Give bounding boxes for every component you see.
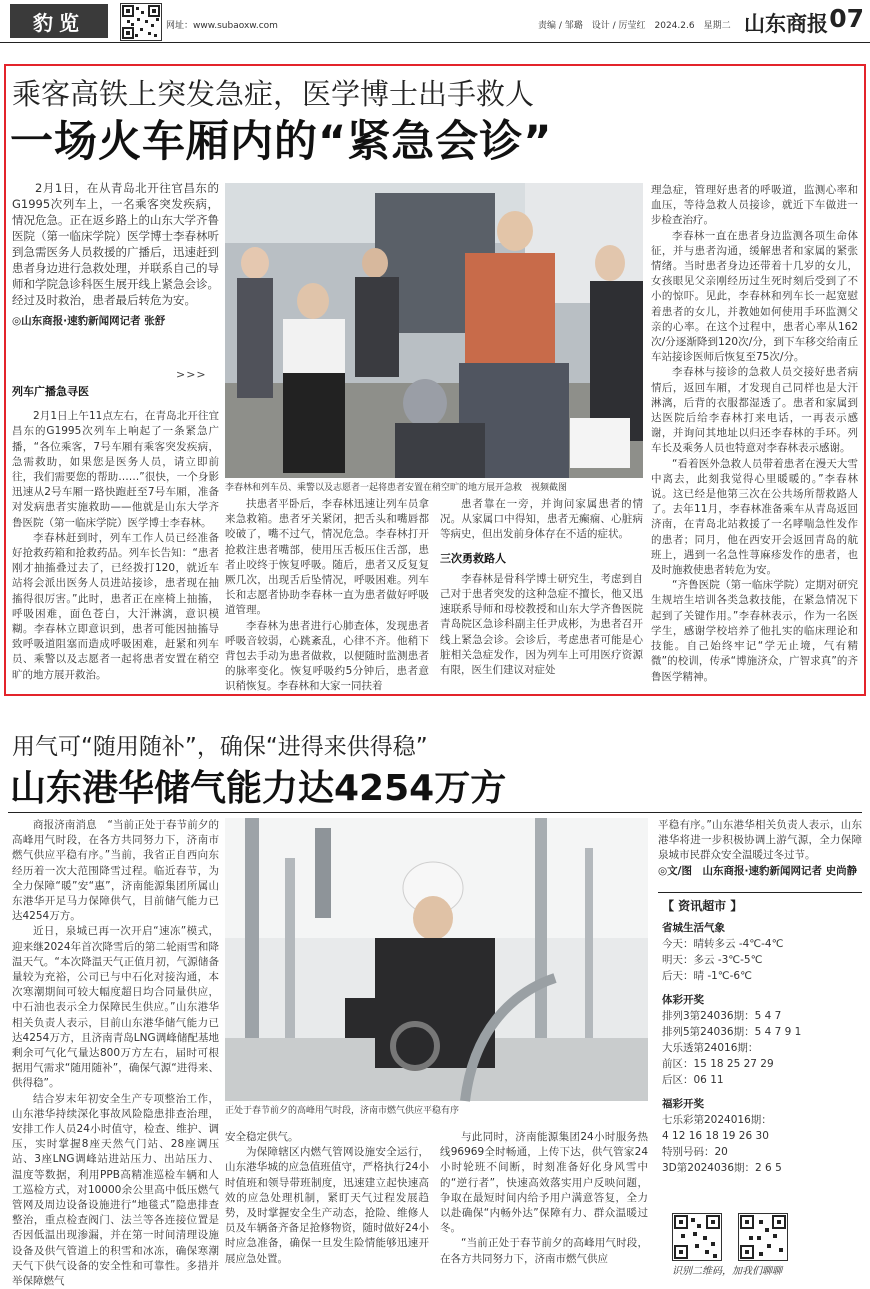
article1-col4-p1: 理急症，管理好患者的呼吸道，监测心率和血压，等待急救人员接诊，就近下车做进一步检查治疗。 — [651, 184, 858, 227]
article2-subtitle: 用气可“随用随补”，确保“进得来供得稳” — [12, 734, 428, 760]
gas-station-photo — [225, 818, 648, 1101]
article1-title: 一场火车厢内的“紧急会诊” — [10, 117, 553, 167]
train-rescue-photo — [225, 183, 643, 478]
welfare-line-3: 特别号码：20 — [662, 1146, 728, 1158]
article1-col2-p1: 扶患者平卧后，李春林迅速让列车员拿来急救箱。患者牙关紧闭，把舌头和嘴唇都咬破了，嘴不过气，情况危急。李春林打开抢救注患者嘴部，使用压舌板压住舌部，患者止咬终于恢复呼吸。随后，患者又反复复厥几次，出现舌后坠情况，呼吸困难。列车长和志愿者协助李春林一直为患者做好呼吸道管理。 — [225, 498, 429, 617]
article1-col3 — [440, 497, 643, 692]
article2-col2-p1: 安全稳定供气。 — [225, 1131, 299, 1143]
article2-col4-p1: 平稳有序。”山东港华相关负责人表示，山东港华将进一步积极协调上游气源，全力保障泉城市民群众安全温暖过冬过节。 — [658, 819, 862, 862]
article1-col2 — [225, 497, 429, 692]
article1-col1-p2: 李春林赶到时，列车工作人员已经准备好抢救药箱和抢救药品。列车长告知：“患者刚才抽搐叠过去了，已经拨打120，就近车站将会派出医务人员进站接诊，患者现在抽搐得很厉害。”此时，患者正在座椅上抽搐，呼吸困难，面色苍白，大汗淋漓，意识模糊。李春林立即意识到，患者可能因抽搐导致呼吸道阻塞而造成呼吸困难，赶紧和列车员、乘警以及志愿者一起将患者安置在稍空旷的地方展开救治。 — [12, 531, 219, 681]
article1-col4-p2: 李春林一直在患者身边监测各项生命体征，并与患者沟通，缓解患者和家属的紧张情绪。当时患者身边还带着十几岁的女儿，女孩眼见父亲刚经历过生死时刻后受到了不小的惊吓。见此，李春林和列车长一起宽慰着患者的女儿，并教她如何使用手环监测父亲的心率。在这个过程中，患者心率从162次/分逐渐降到120次/分，到下车移交给南丘车站接诊医师后恢复至75次/分。 — [651, 229, 858, 364]
article1-col1-p1: 2月1日上午11点左右，在青岛北开往宜昌东的G1995次列车上响起了一条紧急广播，“各位乘客，7号车厢有乘客突发疾病，急需救助，如果您是医务人员，请立即前往，我们需要您的帮助……”很快，一个身影迅速从2号车厢一路快跑赶至7号车厢，准备对发病患者实施救助——他就是山东大学齐鲁医院（第一临床学院）医学博士李春林。 — [12, 410, 219, 529]
article2-col2 — [225, 1130, 429, 1276]
welfare-line-4: 3D第2024036期：2 6 5 — [662, 1162, 782, 1174]
article2-col3-p2: “当前正处于春节前夕的高峰用气时段，在各方共同努力下，济南市燃气供应 — [440, 1237, 648, 1265]
section-tab: 豹览 — [10, 4, 108, 38]
article1-col4-p3: 李春林与接诊的急救人员交接好患者病情后，返回车厢，才发现自己同样也是大汗淋漓，后背的衣服都湿透了。患者和家属到达医院后给李春林打来电话，一再表示感谢，并询问其地址以归还李春林的手环。列车长及乘务人员也特意对李春林表示感谢。 — [651, 366, 858, 455]
qr-code-icon — [120, 3, 162, 41]
article2-col1-p1: 商报济南消息 “当前正处于春节前夕的高峰用气时段，在各方共同努力下，济南市燃气供应平稳有序。”当前，我省正自西向东经历着一次大范围降雪过程。临近春节，为全力保障“暖”安“惠”，济南能源集团所属山东港华开足马力保障供气，目前储气能力已达4254万方。 — [12, 819, 219, 923]
article1-col3-p2: 李春林是骨科学博士研究生，考虑到自己对于患者突发的这种急症不擅长，他又迅速联系导师和母校教授和山东大学齐鲁医院青岛院区急诊科副主任尹成彬，为患者召开线上紧急会诊。会诊后，考虑患者可能是心脏相关急症发作，因为列车上可用医疗资源有限，医生们建议对症处 — [440, 572, 643, 677]
sidebar-top-rule — [658, 892, 862, 893]
article2-photo-caption: 正处于春节前夕的高峰用气时段，济南市燃气供应平稳有序 — [225, 1106, 460, 1116]
article1-col1 — [12, 384, 219, 692]
sports-line-3: 大乐透第24016期： — [662, 1042, 759, 1054]
article1-col2-p2: 李春林为患者进行心肺查体，发现患者呼吸音较弱，心跳紊乱，心律不齐。他稍下背包去手动为患者做救，以便随时监测患者的脉率变化。恢复呼吸约5分钟后，患者意识稍恢复。李春林和大家一同扶着 — [225, 619, 429, 693]
welfare-line-1: 七乐彩第2024016期： — [662, 1114, 772, 1126]
weather-tomorrow: 明天：多云 -3℃-5℃ — [662, 954, 763, 966]
sidebar-title: 【 资讯超市 】 — [662, 899, 743, 913]
article2-col2-p2: 为保障辖区内燃气管网设施安全运行，山东港华城的应急值班值守，严格执行24小时值班和领导带班制度，迅速建立起快速高效的应急处理机制，紧盯天气过程发展趋势，及时掌握安全生产动态，抢险、维修人员及车辆备齐备足抢修物资，随时做好24小时应急准备，确保一旦发生险情能够迅速开展应急处置。 — [225, 1146, 429, 1265]
article2-col3 — [440, 1130, 648, 1276]
website: 网址：www.subaoxw.com — [166, 21, 278, 31]
article1-section2-head: 三次勇救路人 — [440, 551, 506, 565]
article1-col3-p1: 患者靠在一旁，并询问家属患者的情况。从家属口中得知，患者无癫痫、心脏病等病史，但出发前身体存在不适的症状。 — [440, 498, 643, 541]
article2-col4 — [658, 818, 862, 878]
article2-col1-p3: 结合岁末年初安全生产专项整治工作，山东港华持续深化事故风险隐患排查治理，安排工作人员24小时值守，检查、维护、调压，实时掌握8座天然气门站、28座调压站、3座LNG调峰站进站压力、出站压力、温度等数据，利用PPB高精准巡检车辆和人工巡检方式，对10000余公里高中低压燃气管网及周边设备设施进行“地毯式”隐患排查整治，重点检查阀门、法兰等各连接位置是否因低温出现渗漏，并在第一时间清理设施设备及供气管道上的积雪和冰冻，确保寒潮天气下供气设备的安全性和可靠性。多措并举保障燃气 — [12, 1092, 219, 1288]
weather-head: 省城生活气象 — [662, 922, 725, 934]
staff-date-line: 责编 / 邹璐 设计 / 厉莹红 2024.2.6 星期二 — [538, 21, 731, 31]
article2-top-rule — [8, 812, 862, 813]
sidebar-qr-code-2-icon[interactable] — [738, 1213, 788, 1261]
article1-col4-p4: “看着医外急救人员带着患者在漫天大雪中离去，此刻我觉得心里暖暖的。”李春林说。这已经是他第三次在公共场所帮救路人了。去年11月，李春林准备乘车从青岛返回济南，在青岛北站救援了一名哮喘急性发作的患者；同月，他在西安开会返回青岛的航班上，遇到一名急性荨麻疹发作的患者，也及时施救使患者转危为安。 — [651, 457, 858, 577]
sports-line-2: 排列5第24036期：5 4 7 9 1 — [662, 1026, 802, 1038]
sidebar-qr-code-icon[interactable] — [672, 1213, 722, 1261]
sports-lottery-head: 体彩开奖 — [662, 994, 704, 1006]
article2-photo — [225, 818, 648, 1101]
article1-col4 — [651, 183, 858, 692]
weather-today: 今天：晴转多云 -4℃-4℃ — [662, 938, 784, 950]
article1-byline: ◎山东商报·速豹新闻网记者 张舒 — [12, 315, 166, 327]
article2-col1-p2: 近日，泉城已再一次开启“速冻”模式，迎来继2024年首次降雪后的第二轮雨雪和降温天气。“本次降温天气正值月初，气源储备量较为充裕，公司已与中石化对接沟通，本次寒潮期间可较大幅度超日均合同量供应，中石油也表示全力保障民生供应。”山东港华相关负责人表示，目前山东港华储气能力已达4254万方，且济南青岛LNG调峰储配基地剩余可气化气量达800万方左右，届时可根据用气需求“随用随补”，确保气源“进得来、供得稳”。 — [12, 925, 219, 1090]
article2-title: 山东港华储气能力达4254万方 — [10, 768, 507, 809]
article1-lead: 2月1日，在从青岛北开往官昌东的G1995次列车上，一名乘客突发疾病，情况危急。正在返乡路上的山东大学齐鲁医院（第一临床学院）医学博士李春林听到急需医务人员救援的广播后，迅速赶到患者身边进行急救处理，并联系自己的导师和学院急诊科医生展开线上紧急会诊。经过及时救治，患者最后转危为安。 — [12, 181, 219, 307]
weather-dayafter: 后天：晴 -1℃-6℃ — [662, 970, 752, 982]
article1-section1-head: 列车广播急寻医 — [12, 385, 89, 398]
article1-lead-column — [12, 180, 219, 376]
article2-byline: ◎文/图 山东商报·速豹新闻网记者 史尚静 — [658, 864, 858, 877]
sports-line-4: 前区：15 18 25 27 29 — [662, 1058, 774, 1070]
welfare-line-2: 4 12 16 18 19 26 30 — [662, 1130, 769, 1142]
welfare-lottery-head: 福彩开奖 — [662, 1098, 704, 1110]
article2-col1 — [12, 818, 219, 1288]
page-number: 07 — [829, 4, 864, 33]
paper-name: 山东商报 — [744, 11, 828, 36]
sports-line-1: 排列3第24036期：5 4 7 — [662, 1010, 782, 1022]
arrows-decoration: >>> — [176, 368, 207, 381]
article1-photo — [225, 183, 643, 478]
article1-subtitle: 乘客高铁上突发急症，医学博士出手救人 — [12, 77, 535, 111]
sidebar-qr-caption: 识别二维码，加我们聊聊 — [672, 1266, 782, 1277]
article1-col4-p5: “齐鲁医院（第一临床学院）定期对研究生规培生培训各类急救技能，在紧急情况下起到了关键作用。”李春林表示，作为一名医学生，感谢学校培养了他扎实的临床理论和技能。自己始终牢记“学无止境，气有精微”的校训，传承“博施济众，广智求真”的齐鲁医学精神。 — [651, 579, 858, 683]
sports-line-5: 后区：06 11 — [662, 1074, 724, 1086]
article2-col3-p1: 与此同时，济南能源集团24小时服务热线96969全时畅通，上传下达，供气管家24小时轮班不间断，时刻准备好化身风雪中的“逆行者”，快速高效落实用户反映问题，争取在最短时间内给予用户满意答复，全力以赴确保“内畅外达”保障有力、群众温暖过冬。 — [440, 1131, 648, 1235]
article1-photo-caption: 李春林和列车员、乘警以及志愿者一起将患者安置在稍空旷的地方展开急救 视频截图 — [225, 483, 568, 493]
